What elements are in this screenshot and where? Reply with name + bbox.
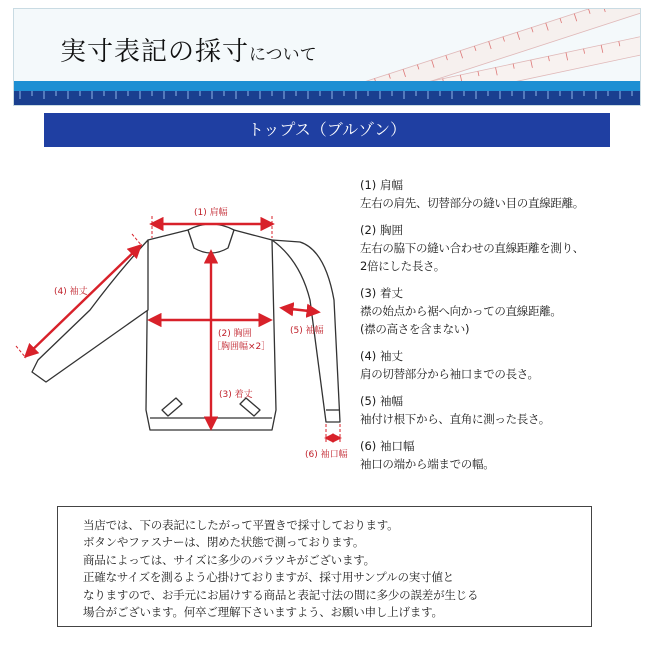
notice-box (57, 506, 592, 627)
header-title-main: 実寸表記の採寸 (60, 37, 250, 67)
definition-chest (360, 221, 645, 275)
header-title (60, 31, 317, 68)
notice-line: なりますので、お手元にお届けする商品と表記寸法の間に多少の誤差が生じる (83, 587, 479, 602)
definition-cuff (360, 437, 645, 473)
notice-line: 当店では、下の表記にしたがって平置きで採寸しております。 (83, 518, 399, 532)
notice-line: 商品によっては、サイズに多少のバラツキがございます。 (83, 552, 375, 567)
section-title-bar: トップス（ブルゾン） (44, 113, 610, 147)
header-banner (13, 8, 641, 106)
label-cuff: (6) 袖口幅 (305, 450, 348, 460)
notice-line: 場合がございます。何卒ご理解下さいますよう、お願い申し上げます。 (83, 605, 443, 620)
sleeve-guide-bottom (16, 346, 26, 358)
notice-line: ボタンやファスナーは、閉めた状態で測っております。 (83, 535, 365, 550)
definition-text: 左右の肩先、切替部分の縫い目の直線距離。 (360, 196, 584, 210)
jacket-collar (188, 224, 234, 253)
notice-line: 正確なサイズを測るよう心掛けておりますが、採寸用サンプルの実寸値と (83, 570, 454, 585)
definition-text: 襟の始点から裾へ向かっての直線距離。 (360, 304, 562, 318)
definition-title: (3) 着丈 (360, 286, 403, 300)
left-sleeve (32, 240, 148, 382)
definition-length (360, 284, 645, 338)
definition-title: (1) 肩幅 (360, 178, 403, 192)
label-chest: (2) 胸囲 (218, 329, 252, 339)
jacket-diagram (0, 160, 360, 500)
definition-text: 袖口の端から端までの幅。 (360, 457, 495, 471)
definition-text: (襟の高さを含まない) (360, 322, 470, 336)
definition-text: 肩の切替部分から袖口までの長さ。 (360, 367, 539, 381)
label-sleeve: (4) 袖丈 (54, 287, 88, 297)
definition-text: 袖付け根下から、直角に測った長さ。 (360, 412, 550, 426)
definition-text: 2倍にした長さ。 (360, 259, 445, 273)
banner-stripe (14, 81, 640, 91)
definition-sleeve-width (360, 392, 645, 428)
definition-title: (4) 袖丈 (360, 349, 403, 363)
measurement-definitions (360, 176, 645, 482)
banner-ruler (14, 91, 640, 105)
label-length: (3) 着丈 (219, 390, 253, 400)
sleeve-guide-top (132, 234, 142, 246)
label-chest-note: ［胸囲幅×2］ (212, 342, 271, 352)
definition-shoulder (360, 176, 645, 212)
definition-text: 左右の脇下の縫い合わせの直線距離を測り、 (360, 241, 584, 255)
definition-title: (6) 袖口幅 (360, 439, 415, 453)
definition-title: (2) 胸囲 (360, 223, 403, 237)
label-sleeve-width: (5) 袖幅 (290, 326, 324, 336)
definition-title: (5) 袖幅 (360, 394, 403, 408)
definition-sleeve (360, 347, 645, 383)
label-shoulder: (1) 肩幅 (194, 208, 228, 218)
header-title-sub: について (249, 45, 317, 65)
